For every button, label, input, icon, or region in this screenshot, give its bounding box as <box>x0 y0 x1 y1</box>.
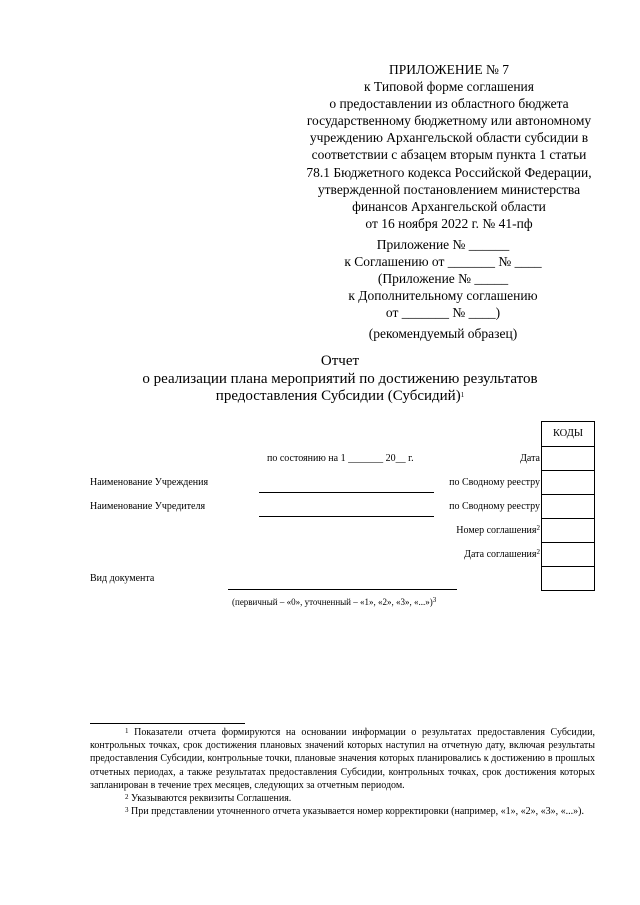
code-cell-institution-registry[interactable] <box>541 470 595 495</box>
footnotes <box>90 726 595 818</box>
appendix-ref-line: Приложение № ______ <box>376 237 510 252</box>
appendix-title: ПРИЛОЖЕНИЕ № 7 <box>388 62 510 77</box>
footnote <box>90 805 595 818</box>
agreement-number-text: Номер соглашения <box>456 525 537 536</box>
appendix-line: финансов Архангельской области <box>352 198 546 214</box>
institution-label: Наименование Учреждения <box>90 477 209 488</box>
code-cell-agreement-date[interactable] <box>541 542 595 567</box>
footnote-mark: 1 <box>125 727 129 735</box>
appendix-line: 78.1 Бюджетного кодекса Российской Федерации, <box>306 164 592 180</box>
doc-type-hint <box>232 597 436 607</box>
footnote-mark: 2 <box>125 793 129 802</box>
appendix-line: утвержденной постановлением министерства <box>317 181 581 197</box>
doc-type-line[interactable] <box>228 589 457 590</box>
appendix-ref-line: от _______ № ____) <box>385 305 501 320</box>
report-title-line: о реализации плана мероприятий по достижению результатов <box>142 370 538 387</box>
appendix-line: о предоставлении из областного бюджета <box>329 96 569 112</box>
doc-type-label: Вид документа <box>90 573 155 584</box>
appendix-line: учреждению Архангельской области субсидии в <box>309 130 589 146</box>
footnote-ref: 1 <box>460 391 465 399</box>
footnote-text: Указываются реквизиты Соглашения. <box>131 793 292 805</box>
appendix-reference <box>318 236 568 321</box>
codes-header: КОДЫ <box>541 421 595 447</box>
recommended-sample-note: (рекомендуемый образец) <box>368 326 518 341</box>
appendix-line: государственному бюджетному или автономному <box>306 113 592 129</box>
code-cell-date[interactable] <box>541 446 595 471</box>
footnote-text: Показатели отчета формируются на основании информации о результатах предоставления Субсидии, контрольных точках, срок достижения плановых значений которых наступил на отчетную дату, включая результаты предоставления Субсидии, контрольные точки, плановые значения которых планировались к достижению в прошлых отчетных периодах, а также результатах предоставления Субсидии, контрольных точках, срок достижения которых запланирован в течение трех месяцев, следующих за отчетным периодом. <box>90 727 595 791</box>
footnote <box>90 792 595 805</box>
appendix-line: к Типовой форме соглашения <box>364 79 534 95</box>
appendix-ref-line: к Соглашению от _______ № ____ <box>344 254 542 269</box>
doc-type-hint-text: (первичный – «0», уточненный – «1», «2», «3», «...») <box>232 597 433 607</box>
footnote <box>90 726 595 792</box>
appendix-ref-line: (Приложение № _____ <box>377 271 509 286</box>
footnote-separator <box>90 723 245 724</box>
code-cell-founder-registry[interactable] <box>541 494 595 519</box>
founder-label: Наименование Учредителя <box>90 501 206 512</box>
appendix-ref-line: к Дополнительному соглашению <box>348 288 538 303</box>
code-cell-agreement-number[interactable] <box>541 518 595 543</box>
appendix-header <box>282 61 616 232</box>
registry-label: по Сводному реестру <box>449 477 540 488</box>
founder-name-line[interactable] <box>259 516 434 517</box>
report-title-line: предоставления Субсидии (Субсидий) <box>215 388 461 404</box>
agreement-number-label <box>456 525 540 536</box>
agreement-date-text: Дата соглашения <box>464 549 537 560</box>
report-title-line: Отчет <box>320 353 360 369</box>
agreement-date-label <box>464 549 540 560</box>
registry-label: по Сводному реестру <box>449 501 540 512</box>
footnote-mark: 3 <box>125 806 129 815</box>
appendix-line: соответствии с абзацем вторым пункта 1 статьи <box>311 147 587 163</box>
report-title <box>90 353 590 406</box>
as-of-date: по состоянию на 1 _______ 20__ г. <box>267 453 414 464</box>
code-cell-doc-type[interactable] <box>541 566 595 591</box>
appendix-line: от 16 ноября 2022 г. № 41-пф <box>365 215 533 231</box>
report-title-line-wrap <box>90 388 590 406</box>
footnote-ref: 2 <box>536 548 540 556</box>
footnote-ref: 3 <box>432 596 437 604</box>
footnote-text: При представлении уточненного отчета указывается номер корректировки (например, «1», «2», «3», «...»). <box>131 806 584 818</box>
footnote-ref: 2 <box>536 524 540 532</box>
date-label: Дата <box>520 453 540 464</box>
institution-name-line[interactable] <box>259 492 434 493</box>
